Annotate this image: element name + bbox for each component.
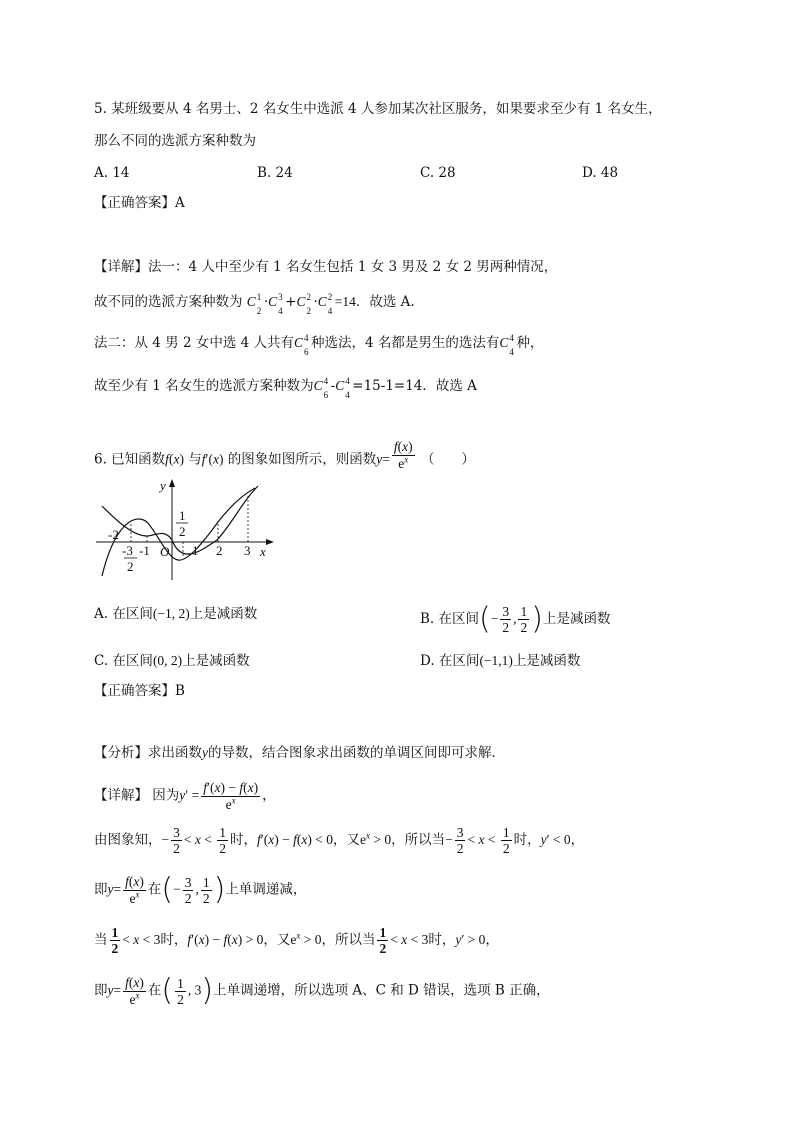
label-neg3-den: 2	[127, 559, 134, 574]
q6-answer: 【正确答案】B	[94, 683, 185, 699]
label-one: 1	[192, 543, 199, 558]
q6-detail-line5: 即y= $\frac{f(x)}{e^x}$ 在( $\frac{1}{2}$ , 3)上单调递增，所以选项 A、C 和 D 错误，选项 B 正确，	[94, 973, 550, 1008]
q5-option-b: B. 24	[257, 165, 293, 181]
q6-analysis: 【分析】求出函数y的导数，结合图象求出函数的单调区间即可求解．	[94, 745, 505, 761]
q6-option-b: B. 在区间(− $\frac{3}{2}$ , $\frac{1}{2}$ )上是减函数	[420, 601, 611, 637]
q5-stem-line1: 5. 某班级要从 4 名男士、2 名女生中选派 4 人参加某次社区服务，如果要求至少有 1 名女生，	[94, 101, 662, 117]
q5-option-c: C. 28	[420, 165, 456, 181]
q5-answer: 【正确答案】A	[94, 195, 185, 211]
q6-detail-line2: 由图象知，− $\frac{3}{2}$ < x < $\frac{1}{2}$ 时，f′(x) − f(x) < 0，又$e^x > 0$，所以当− $\frac{3}{2}$ < x < $\frac{1}{2}$ 时，y′ < 0，	[94, 825, 585, 856]
x-axis-arrow	[266, 539, 274, 545]
y-label: y	[160, 478, 166, 493]
q6-detail-line3: 即y= $\frac{f(x)}{e^x}$ 在(− $\frac{3}{2}$ , $\frac{1}{2}$ )上单调递减，	[94, 872, 307, 907]
q6-option-c: C. 在区间(0, 2)上是减函数	[94, 653, 250, 669]
q6-detail-line4: 当 $\frac{1}{2}$ < x < 3时，f′(x) − f(x) > 0，又$e^x > 0$，所以当 $\frac{1}{2}$ < x < 3时，y′ > 0，	[94, 925, 499, 956]
q6-detail-line1: 【详解】 因为y′ = $\frac{f'(x) - f(x)}{e^x}$ ，	[94, 780, 276, 812]
q5-detail-line3: 法二：从 4 男 2 女中选 4 人共有C 4 6 种选法，4 名都是男生的选法有C 4 4 种，	[94, 333, 544, 357]
label-neg1: -1	[139, 543, 150, 558]
label-half-num: 1	[179, 508, 186, 523]
origin-label: O	[160, 544, 170, 559]
q5-stem-line2: 那么不同的选派方案种数为	[94, 133, 256, 149]
q5-detail-line2: 故不同的选派方案种数为 C 1 2 ·C 3 4 +C 2 2 ·C 2 4 =14．故选 A.	[94, 292, 415, 316]
y-axis-arrow	[169, 479, 175, 487]
label-neg3: -3	[122, 543, 133, 558]
q6-graph	[92, 476, 278, 582]
label-half-den: 2	[179, 524, 186, 539]
q6-stem: 6. 已知函数f(x) 与f′(x) 的图象如图所示，则函数y= $\frac{f(x)}{e^x}$ （ ）	[94, 439, 475, 471]
q5-detail-line4: 故至少有 1 名女生的选派方案种数为C 4 6 -C 4 4 =15-1=14．故选 A	[94, 376, 477, 400]
label-three: 3	[244, 543, 251, 558]
q5-detail-line1: 【详解】法一：4 人中至少有 1 名女生包括 1 女 3 男及 2 女 2 男两种情况，	[94, 259, 558, 275]
q5-option-a: A. 14	[94, 165, 130, 181]
x-label: x	[260, 544, 266, 559]
q6-option-a: A. 在区间(−1, 2)上是减函数	[94, 606, 258, 622]
q6-option-d: D. 在区间(−1,1)上是减函数	[420, 653, 581, 669]
label-two: 2	[216, 543, 223, 558]
q5-option-d: D. 48	[582, 165, 619, 181]
label-neg2: -2	[108, 527, 119, 542]
